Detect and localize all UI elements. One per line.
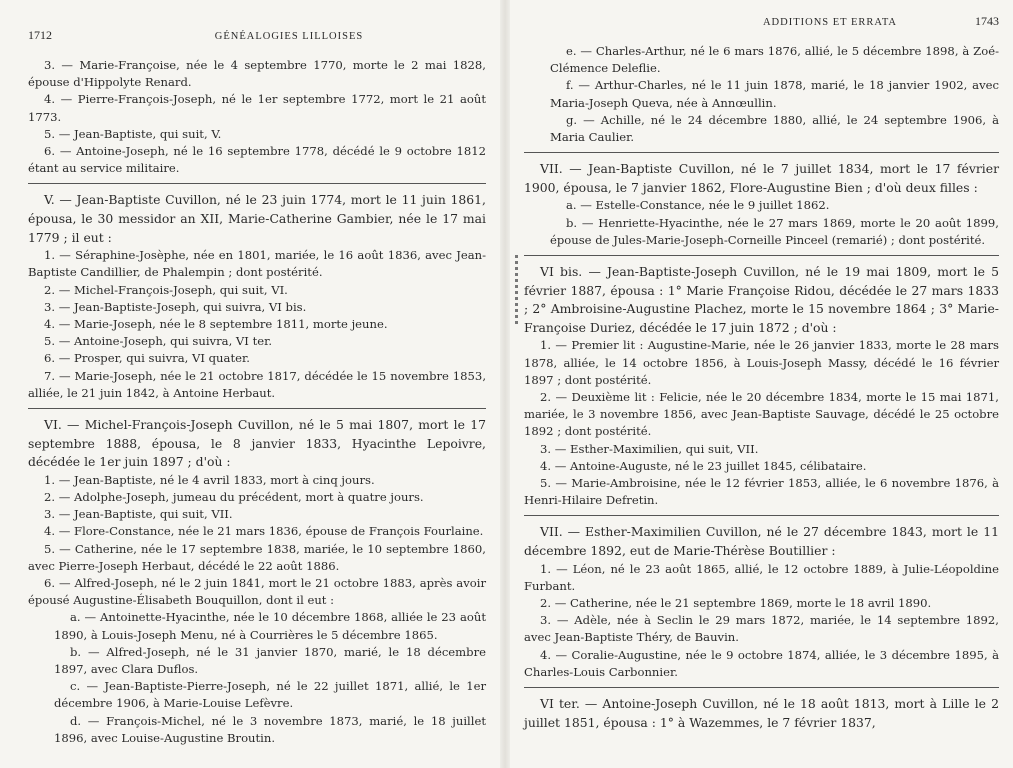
section-heading-vi-ter: VI ter. — Antoine-Joseph Cuvillon, né le 18 août 1813, mort à Lille le 2 juillet 1851, épousa : 1° à Wazemmes, le 7 février 1837, bbox=[524, 696, 999, 730]
entry-paragraph: 4. — Coralie-Augustine, née le 9 octobre 1874, alliée, le 3 décembre 1895, à Charles-Louis Carbonnier. bbox=[524, 647, 999, 679]
section-divider bbox=[28, 408, 486, 409]
entry-paragraph: 3. — Marie-Françoise, née le 4 septembre 1770, morte le 2 mai 1828, épouse d'Hippolyte Renard. bbox=[28, 58, 486, 90]
entry-paragraph: 2. — Adolphe-Joseph, jumeau du précédent, mort à quatre jours. bbox=[44, 490, 424, 505]
section-divider bbox=[524, 515, 999, 516]
section-heading-v: V. — Jean-Baptiste Cuvillon, né le 23 juin 1774, mort le 11 juin 1861, épousa, le 30 messidor an XII, Marie-Catherine Gambier, née le 17 mai 1779 ; il eut : bbox=[28, 192, 486, 245]
section-heading-vi: VI. — Michel-François-Joseph Cuvillon, né le 5 mai 1807, mort le 17 septembre 1888, épousa, le 8 janvier 1833, Hyacinthe Lepoivre, décédée le 1er juin 1897 ; d'où : bbox=[28, 417, 486, 470]
entry-paragraph: 3. — Adèle, née à Seclin le 29 mars 1872, mariée, le 14 septembre 1892, avec Jean-Baptiste Théry, de Bauvin. bbox=[524, 613, 999, 645]
entry-paragraph: 1. — Léon, né le 23 août 1865, allié, le 12 octobre 1889, à Julie-Léopoldine Furbant. bbox=[524, 561, 999, 593]
left-running-head: GÉNÉALOGIES LILLOISES bbox=[214, 31, 364, 42]
entry-paragraph: 4. — Flore-Constance, née le 21 mars 1836, épouse de François Fourlaine. bbox=[44, 524, 484, 539]
section-heading-vii: VII. — Jean-Baptiste Cuvillon, né le 7 juillet 1834, mort le 17 février 1900, épousa, le 7 janvier 1862, Flore-Augustine Bien ; d'où deux filles : bbox=[524, 161, 999, 195]
sub-entry-paragraph: a. — Estelle-Constance, née le 9 juillet 1862. bbox=[566, 198, 830, 213]
right-page bbox=[510, 0, 1013, 768]
sub-entry-paragraph: b. — Henriette-Hyacinthe, née le 27 mars 1869, morte le 20 août 1899, épouse de Jules-Marie-Joseph-Corneille Pinceel (remarié) ; dont postérité. bbox=[550, 215, 999, 247]
entry-paragraph: 3. — Esther-Maximilien, qui suit, VII. bbox=[540, 441, 759, 456]
entry-paragraph: 1. — Séraphine-Josèphe, née en 1801, mariée, le 16 août 1836, avec Jean-Baptiste Candillier, de Phalempin ; dont postérité. bbox=[28, 248, 486, 280]
entry-paragraph: 6. — Prosper, qui suivra, VI quater. bbox=[44, 351, 250, 366]
sub-entry-paragraph: c. — Jean-Baptiste-Pierre-Joseph, né le 22 juillet 1871, allié, le 1er décembre 1906, à Marie-Louise Lefèvre. bbox=[54, 679, 486, 711]
entry-paragraph: 6. — Alfred-Joseph, né le 2 juin 1841, mort le 21 octobre 1883, après avoir épousé Augustine-Élisabeth Bouquillon, dont il eut : bbox=[28, 576, 486, 608]
entry-paragraph: 7. — Marie-Joseph, née le 21 octobre 1817, décédée le 15 novembre 1853, alliée, le 21 juin 1842, à Antoine Herbaut. bbox=[28, 368, 486, 400]
section-heading-vi-bis: VI bis. — Jean-Baptiste-Joseph Cuvillon, né le 19 mai 1809, mort le 5 février 1887, épousa : 1° Marie Françoise Ridou, décédée le 27 mars 1833 ; 2° Ambroisine-Augustine Plachez, morte le 15 novembre 1864 ; 3° Marie-Françoise Duriez, décédée le 17 juin 1872 ; d'où : bbox=[524, 264, 999, 335]
entry-paragraph: 1. — Premier lit : Augustine-Marie, née le 26 janvier 1833, morte le 28 mars 1878, alliée, le 14 octobre 1856, à Louis-Joseph Massy, décédé le 16 février 1897 ; dont postérité. bbox=[524, 338, 999, 387]
entry-paragraph: 3. — Jean-Baptiste-Joseph, qui suivra, VI bis. bbox=[44, 299, 307, 314]
section-divider bbox=[28, 183, 486, 184]
entry-paragraph: 5. — Catherine, née le 17 septembre 1838, mariée, le 10 septembre 1860, avec Pierre-Joseph Herbaut, décédé le 22 août 1886. bbox=[28, 541, 486, 573]
entry-paragraph: 3. — Jean-Baptiste, qui suit, VII. bbox=[44, 507, 233, 522]
section-divider bbox=[524, 687, 999, 688]
section-heading-vii-b: VII. — Esther-Maximilien Cuvillon, né le 27 décembre 1843, mort le 11 décembre 1892, eut de Marie-Thérèse Boutillier : bbox=[524, 524, 999, 559]
left-page-header bbox=[28, 28, 486, 43]
entry-paragraph: 1. — Jean-Baptiste, né le 4 avril 1833, mort à cinq jours. bbox=[44, 472, 375, 487]
right-page-number: 1743 bbox=[975, 14, 999, 28]
right-page-header bbox=[524, 14, 999, 29]
entry-paragraph: 4. — Antoine-Auguste, né le 23 juillet 1845, célibataire. bbox=[540, 458, 867, 473]
entry-paragraph: 2. — Catherine, née le 21 septembre 1869, morte le 18 avril 1890. bbox=[540, 596, 932, 611]
entry-paragraph: 2. — Michel-François-Joseph, qui suit, VI. bbox=[44, 282, 288, 297]
sub-entry-paragraph: e. — Charles-Arthur, né le 6 mars 1876, allié, le 5 décembre 1898, à Zoé-Clémence Deleflie. bbox=[550, 44, 999, 76]
entry-paragraph: 4. — Pierre-François-Joseph, né le 1er septembre 1772, mort le 21 août 1773. bbox=[28, 92, 486, 124]
entry-paragraph: 5. — Antoine-Joseph, qui suivra, VI ter. bbox=[44, 334, 273, 349]
sub-entry-paragraph: d. — François-Michel, né le 3 novembre 1873, marié, le 18 juillet 1896, avec Louise-Augustine Broutin. bbox=[54, 713, 486, 745]
entry-paragraph: 6. — Antoine-Joseph, né le 16 septembre 1778, décédé le 9 octobre 1812 étant au service militaire. bbox=[28, 144, 486, 176]
section-divider bbox=[524, 152, 999, 153]
entry-paragraph: 2. — Deuxième lit : Felicie, née le 20 décembre 1834, morte le 15 mai 1871, mariée, le 3 novembre 1856, avec Jean-Baptiste Sauvage, décédé le 25 octobre 1892 ; dont postérité. bbox=[524, 390, 999, 439]
sub-entry-paragraph: f. — Arthur-Charles, né le 11 juin 1878, marié, le 18 janvier 1902, avec Maria-Joseph Queva, née à Annœullin. bbox=[550, 78, 999, 110]
entry-paragraph: 5. — Marie-Ambroisine, née le 12 février 1853, alliée, le 6 novembre 1876, à Henri-Hilaire Defretin. bbox=[524, 476, 999, 508]
entry-paragraph: 4. — Marie-Joseph, née le 8 septembre 1811, morte jeune. bbox=[44, 317, 388, 332]
entry-paragraph: 5. — Jean-Baptiste, qui suit, V. bbox=[44, 126, 222, 141]
sub-entry-paragraph: g. — Achille, né le 24 décembre 1880, allié, le 24 septembre 1906, à Maria Caulier. bbox=[550, 112, 999, 145]
book-gutter bbox=[500, 0, 510, 768]
sub-entry-paragraph: b. — Alfred-Joseph, né le 31 janvier 1870, marié, le 18 décembre 1897, avec Clara Duflos. bbox=[54, 644, 486, 677]
section-divider bbox=[524, 255, 999, 256]
right-running-head: ADDITIONS ET ERRATA bbox=[762, 17, 897, 28]
sub-entry-paragraph: a. — Antoinette-Hyacinthe, née le 10 décembre 1868, alliée le 23 août 1890, à Louis-Joseph Menu, né à Courrières le 5 décembre 1865. bbox=[54, 610, 486, 642]
left-page-number: 1712 bbox=[28, 28, 52, 42]
left-page bbox=[0, 0, 500, 768]
